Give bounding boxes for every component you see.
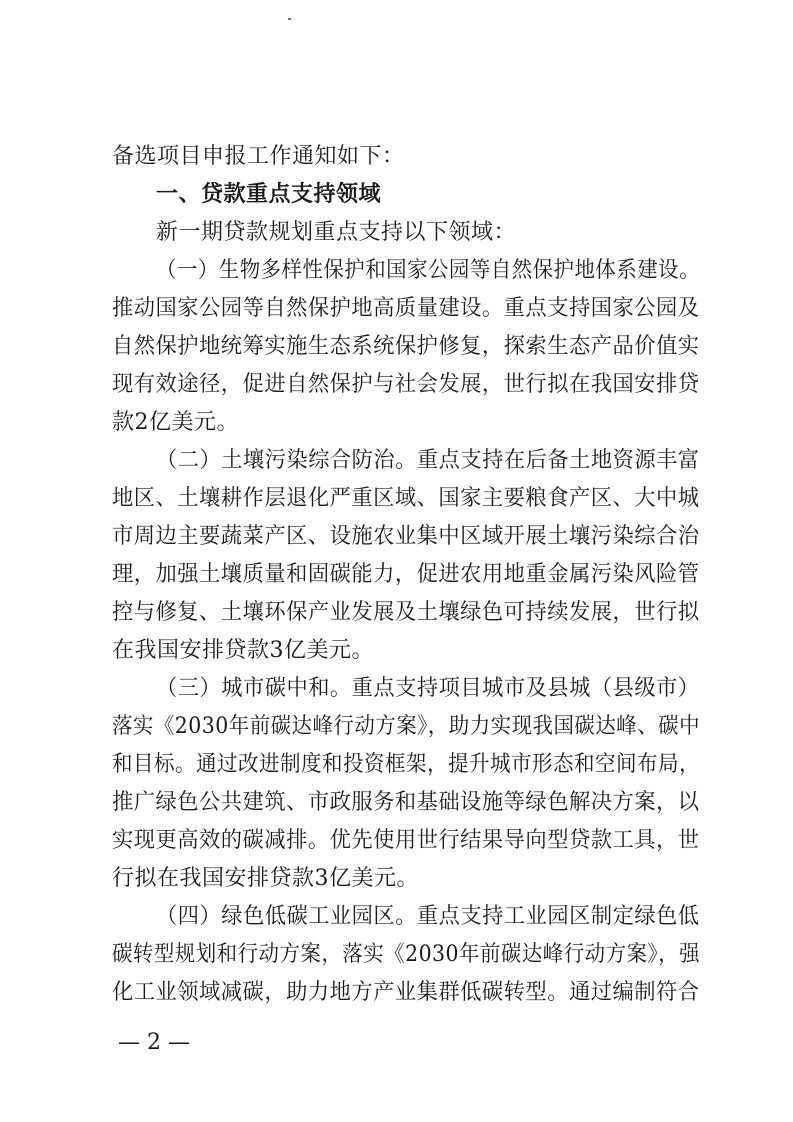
text-line: 推广绿色公共建筑、市政服务和基础设施等绿色解决方案，以	[112, 790, 700, 815]
text-line: 控与修复、土壤环保产业发展及土壤绿色可持续发展，世行拟	[112, 600, 700, 625]
text-line: 落实《2030年前碳达峰行动方案》，助力实现我国碳达峰、碳中	[112, 714, 701, 739]
text-line: （一）生物多样性保护和国家公园等自然保护地体系建设。	[156, 258, 701, 283]
text-line: 和目标。通过改进制度和投资框架，提升城市形态和空间布局，	[112, 752, 700, 777]
text-line: 推动国家公园等自然保护地高质量建设。重点支持国家公园及	[112, 296, 700, 321]
text-line: 理，加强土壤质量和固碳能力，促进农用地重金属污染风险管	[112, 562, 700, 587]
text-line: 市周边主要蔬菜产区、设施农业集中区域开展土壤污染综合治	[112, 524, 700, 549]
text-line: 新一期贷款规划重点支持以下领域：	[156, 220, 517, 245]
text-line: 款2亿美元。	[112, 410, 239, 435]
text-line: （三）城市碳中和。重点支持项目城市及县城（县级市）	[156, 676, 700, 701]
text-line: 化工业领域减碳，助力地方产业集群低碳转型。通过编制符合	[112, 980, 700, 1005]
text-line: （二）土壤污染综合防治。重点支持在后备土地资源丰富	[156, 448, 700, 473]
text-line: 地区、土壤耕作层退化严重区域、国家主要粮食产区、大中城	[112, 486, 700, 511]
section-heading: 一、贷款重点支持领域	[156, 182, 382, 207]
page-number: — 2 —	[118, 1030, 190, 1055]
scan-speck	[288, 18, 291, 20]
text-line: （四）绿色低碳工业园区。重点支持工业园区制定绿色低	[156, 904, 700, 929]
text-line: 碳转型规划和行动方案，落实《2030年前碳达峰行动方案》，强	[112, 942, 701, 967]
text-line: 备选项目申报工作通知如下：	[112, 144, 405, 169]
text-line: 实现更高效的碳减排。优先使用世行结果导向型贷款工具，世	[112, 828, 700, 853]
text-line: 现有效途径，促进自然保护与社会发展，世行拟在我国安排贷	[112, 372, 700, 397]
text-line: 在我国安排贷款3亿美元。	[112, 638, 374, 663]
text-line: 行拟在我国安排贷款3亿美元。	[112, 866, 419, 891]
text-line: 自然保护地统筹实施生态系统保护修复，探索生态产品价值实	[112, 334, 700, 359]
